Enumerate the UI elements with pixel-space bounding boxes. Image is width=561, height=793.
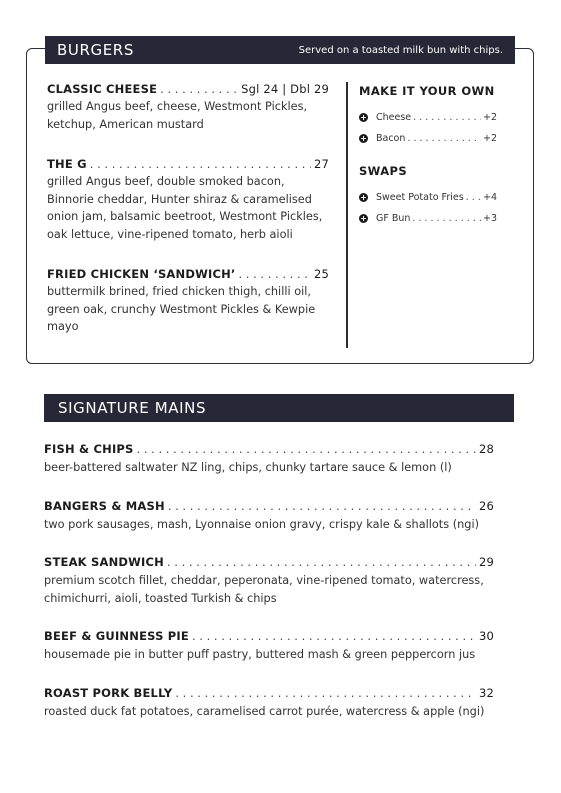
- dot-leader: [160, 82, 238, 96]
- swaps-title: SWAPS: [359, 164, 408, 178]
- option-label: GF Bun: [376, 213, 411, 224]
- option-row: [359, 112, 497, 123]
- item-name: FISH & CHIPS: [44, 442, 134, 456]
- dot-leader: [168, 499, 476, 513]
- option-cost: +4: [482, 192, 497, 203]
- item-description: buttermilk brined, fried chicken thigh, chilli oil, green oak, crunchy Westmont Pickles & Kewpie mayo: [47, 285, 316, 333]
- item-price: 30: [478, 629, 494, 643]
- menu-item: [44, 555, 494, 607]
- menu-item: [47, 267, 329, 336]
- dot-leader: [412, 213, 481, 224]
- dot-leader: [466, 192, 481, 203]
- mains-title: SIGNATURE MAINS: [58, 399, 207, 417]
- option-cost: +2: [482, 112, 497, 123]
- item-name: BEEF & GUINNESS PIE: [44, 629, 189, 643]
- dot-leader: [192, 629, 476, 643]
- option-row: [359, 213, 497, 224]
- item-description: grilled Angus beef, cheese, Westmont Pickles, ketchup, American mustard: [47, 100, 308, 131]
- item-price: 25: [313, 267, 329, 281]
- item-price: 26: [478, 498, 494, 513]
- option-label: Bacon: [376, 133, 406, 144]
- dot-leader: [137, 442, 476, 456]
- option-row: [359, 133, 497, 144]
- item-description: premium scotch fillet, cheddar, peperonata, vine-ripened tomato, watercress, chimichurri, aioli, toasted Turkish & chips: [44, 574, 484, 605]
- dot-leader: [167, 555, 476, 569]
- item-price: 29: [478, 555, 494, 569]
- item-description: beer-battered saltwater NZ ling, chips, chunky tartare sauce & lemon (l): [44, 461, 452, 474]
- dot-leader: [239, 267, 311, 281]
- item-description: roasted duck fat potatoes, caramelised carrot purée, watercress & apple (ngi): [44, 704, 485, 718]
- dot-leader: [407, 133, 481, 144]
- burgers-list: [47, 82, 329, 360]
- item-name: STEAK SANDWICH: [44, 555, 164, 569]
- item-name: ROAST PORK BELLY: [44, 685, 173, 700]
- item-price: Sgl 24 | Dbl 29: [241, 82, 329, 96]
- make-your-own-title: MAKE IT YOUR OWN: [359, 84, 495, 98]
- menu-item: [47, 157, 329, 243]
- item-name: CLASSIC CHEESE: [47, 82, 158, 96]
- option-row: [359, 192, 497, 203]
- item-price: 27: [313, 157, 329, 171]
- dot-leader: [90, 157, 311, 171]
- burgers-note: Served on a toasted milk bun with chips.: [298, 44, 503, 56]
- dot-leader: [175, 686, 476, 700]
- menu-item: [44, 686, 494, 721]
- plus-circle-icon: +: [360, 113, 367, 122]
- menu-item: [47, 82, 329, 133]
- menu-item: [44, 629, 494, 664]
- item-name: THE G: [47, 157, 87, 171]
- extras-column: [359, 84, 497, 234]
- option-cost: +3: [482, 213, 497, 224]
- mains-list: [44, 442, 494, 742]
- option-label: Cheese: [376, 112, 412, 123]
- item-price: 28: [478, 442, 494, 456]
- burgers-header: [45, 36, 515, 64]
- plus-circle-icon: +: [360, 134, 367, 143]
- item-description: housemade pie in butter puff pastry, buttered mash & green peppercorn jus: [44, 648, 476, 661]
- burgers-title: BURGERS: [57, 41, 134, 59]
- plus-circle-icon: +: [360, 193, 367, 202]
- option-cost: +2: [482, 133, 497, 144]
- dot-leader: [413, 112, 481, 123]
- menu-item: [44, 499, 494, 534]
- option-label: Sweet Potato Fries: [376, 192, 464, 203]
- column-divider: [346, 82, 348, 348]
- item-description: grilled Angus beef, double smoked bacon, Binnorie cheddar, Hunter shiraz & caramelised onion jam, balsamic beetroot, Westmont Pickles, oak lettuce, vine-ripened tomato, herb aioli: [47, 175, 323, 241]
- mains-header: [44, 394, 514, 422]
- item-name: BANGERS & MASH: [44, 498, 165, 513]
- item-name: FRIED CHICKEN ‘SANDWICH’: [47, 267, 236, 281]
- plus-circle-icon: +: [360, 214, 367, 223]
- menu-item: [44, 442, 494, 477]
- item-price: 32: [478, 685, 494, 700]
- item-description: two pork sausages, mash, Lyonnaise onion gravy, crispy kale & shallots (ngi): [44, 517, 479, 531]
